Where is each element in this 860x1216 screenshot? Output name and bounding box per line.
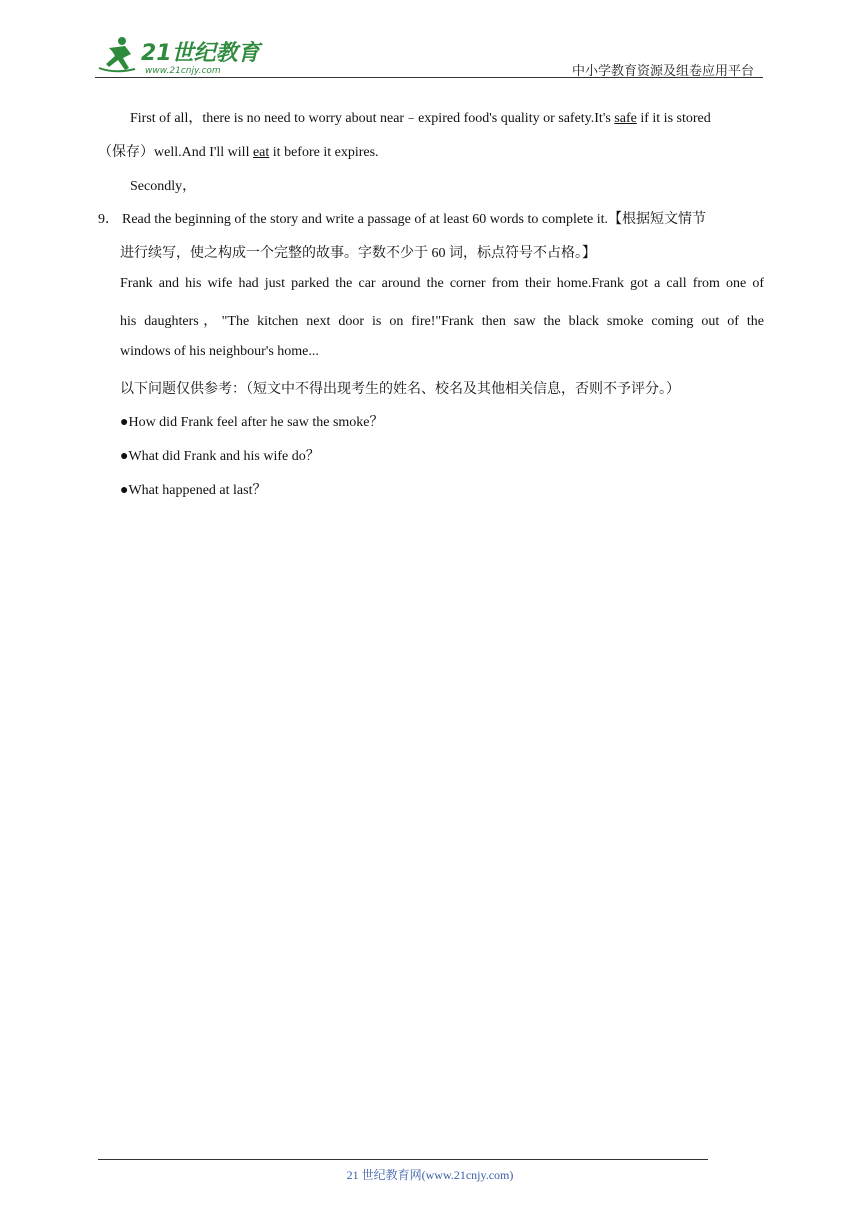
text: it before it expires.	[269, 145, 379, 160]
footer-text: 21 世纪教育网(www.21cnjy.com)	[346, 1168, 514, 1182]
question-9-prompt-line-1: Read the beginning of the story and write a passage of at least 60 words to complete it.【根据短文情节	[122, 212, 706, 227]
paragraph-line-2	[98, 141, 379, 161]
header-platform-text: 中小学教育资源及组卷应用平台	[571, 63, 754, 78]
logo-21cnjy	[95, 34, 270, 76]
text: First of all，there is no need to worry about near﹣expired food's quality or safety.It's	[130, 111, 615, 126]
paragraph-secondly: Secondly，	[130, 179, 197, 194]
story-line-1: Frank and his wife had just parked the car around the corner from their home.Frank got a call from one of	[120, 276, 764, 291]
logo-text: 21世纪教育	[141, 41, 260, 66]
hint-intro: 以下问题仅供参考：（短文中不得出现考生的姓名、校名及其他相关信息，否则不予评分。）	[120, 382, 680, 397]
underlined-word-eat: eat	[252, 145, 270, 160]
bullet-question-1: ●How did Frank feel after he saw the smoke？	[120, 415, 384, 430]
paragraph-line-1	[130, 107, 711, 127]
bullet-question-2: ●What did Frank and his wife do？	[120, 449, 320, 464]
text: if it is stored	[636, 111, 711, 126]
question-9-prompt-line-2: 进行续写，使之构成一个完整的故事。字数不少于 60 词，标点符号不占格。】	[120, 246, 596, 261]
question-9-number: 9．	[98, 212, 119, 227]
logo-url: www.21cnjy.com	[145, 66, 221, 76]
underlined-word-safe: safe	[614, 111, 637, 126]
story-line-2: his daughters，"The kitchen next door is on fire!"Frank then saw the black smoke coming out of the	[120, 314, 764, 329]
story-line-3: windows of his neighbour's home...	[120, 344, 319, 359]
header-divider	[95, 77, 763, 78]
bullet-question-3: ●What happened at last？	[120, 483, 267, 498]
footer-divider	[98, 1159, 708, 1160]
text: （保存）well.And I'll will	[98, 145, 253, 160]
